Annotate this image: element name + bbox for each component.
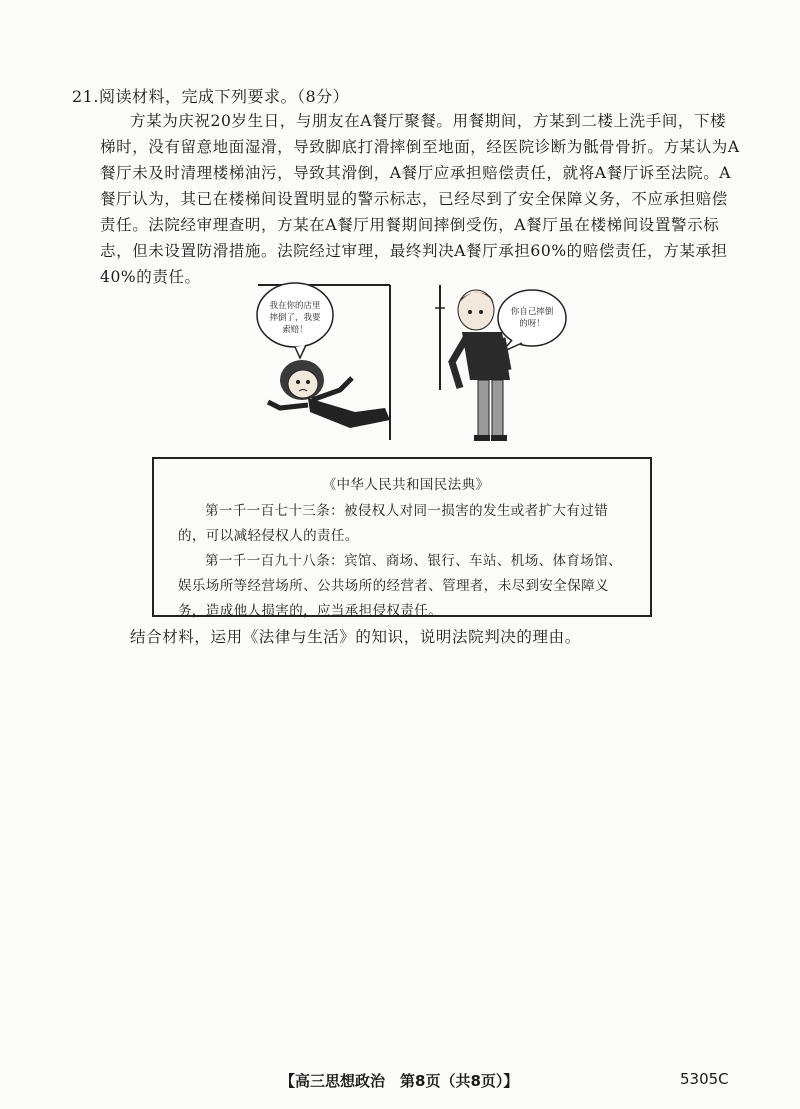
material-paragraph: 方某为庆祝20岁生日，与朋友在A餐厅聚餐。用餐期间，方某到二楼上洗手间，下楼梯时，没有留意地面湿滑，导致脚底打滑摔倒至地面，经医院诊断为骶骨骨折。方某认为A餐厅未及时清理楼梯油污，导致其滑倒，A餐厅应承担赔偿责任，就将A餐厅诉至法院。A餐厅认为，其已在楼梯间设置明显的警示标志，已经尽到了安全保障义务，不应承担赔偿责任。法院经审理查明，方某在A餐厅用餐期间摔倒受伤，A餐厅虽在楼梯间设置警示标志，但未设置防滑措施。法院经过审理，最终判决A餐厅承担60%的赔偿责任，方某承担40%的责任。 (100, 112, 740, 286)
civil-code-box (152, 457, 652, 617)
civil-code-title: 《中华人民共和国民法典》 (322, 477, 490, 493)
right-bubble-line-2: 的呀！ (519, 319, 545, 329)
question-header: 21.阅读材料，完成下列要求。（8分） (72, 87, 350, 106)
exam-code: 5305C (680, 1070, 729, 1088)
left-bubble-line-2: 摔倒了，我要 (269, 313, 321, 323)
right-panel (435, 285, 566, 441)
left-panel (257, 283, 390, 440)
right-bubble-line-1: 你自己摔倒 (510, 307, 554, 317)
left-bubble-line-3: 索赔！ (282, 325, 308, 335)
article-1198: 第一千一百九十八条：宾馆、商场、银行、车站、机场、体育场馆、娱乐场所等经营场所、公共场所的经营者、管理者，未尽到安全保障义务，造成他人损害的，应当承担侵权责任。 (178, 553, 622, 619)
left-bubble-line-1: 我在你的店里 (269, 301, 321, 311)
page-footer: 【高三思想政治 第8页（共8页）】 (280, 1072, 519, 1090)
article-1173: 第一千一百七十三条：被侵权人对同一损害的发生或者扩大有过错的，可以减轻侵权人的责任。 (178, 503, 609, 544)
task-prompt: 结合材料，运用《法律与生活》的知识，说明法院判决的理由。 (130, 628, 581, 646)
cartoon-illustration (240, 280, 580, 445)
